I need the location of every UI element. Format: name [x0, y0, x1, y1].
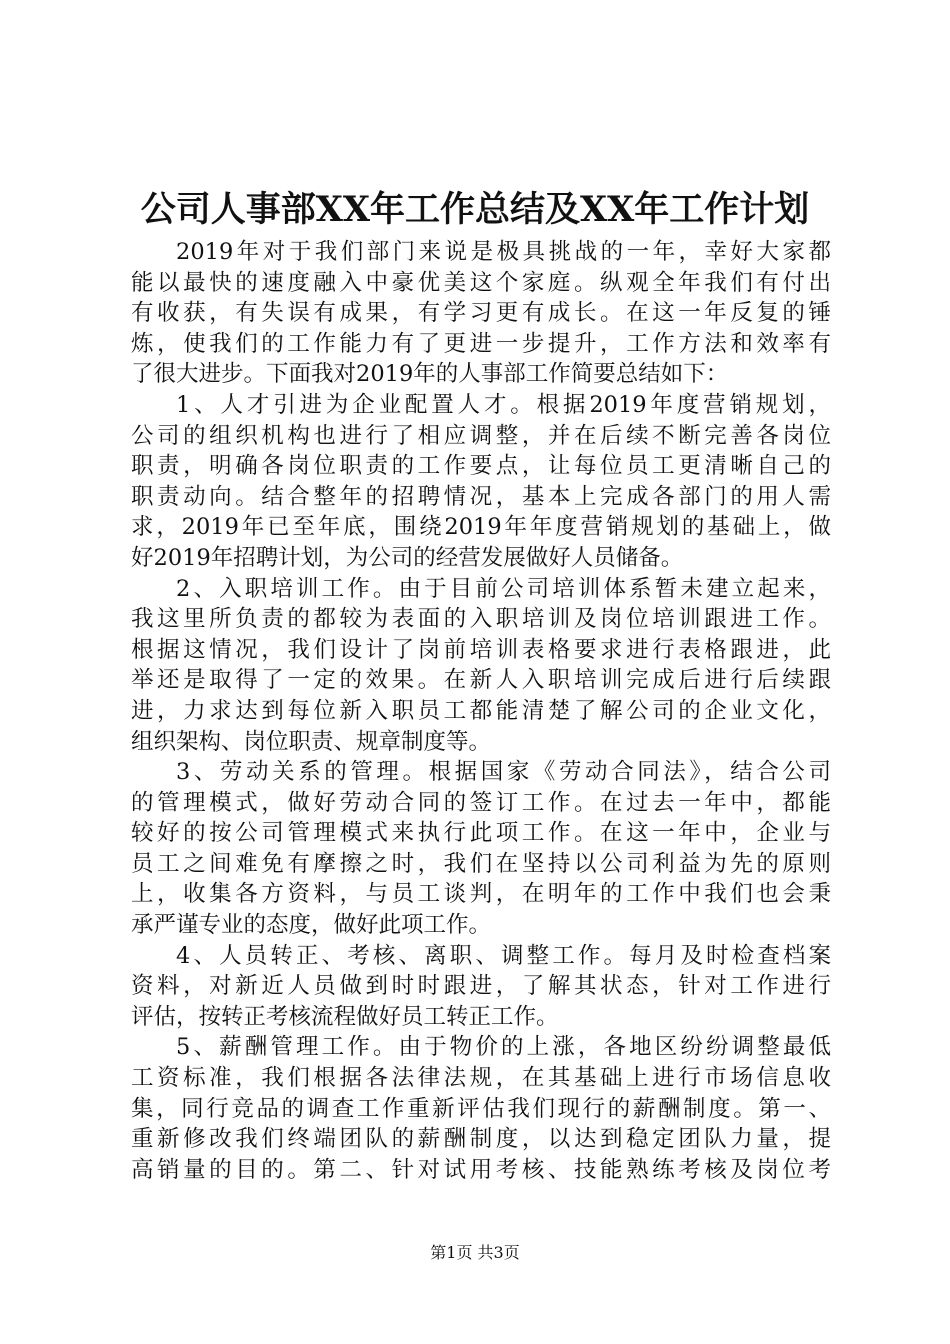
text-line: 资料，对新近人员做到时时跟进，了解其状态，针对工作进行	[131, 973, 831, 1000]
text-line: 4、人员转正、考核、离职、调整工作。每月及时检查档案	[176, 942, 831, 969]
text-line: 评估，按转正考核流程做好员工转正工作。	[131, 1003, 559, 1030]
text-line: 进，力求达到每位新入职员工都能清楚了解公司的企业文化，	[131, 697, 831, 724]
text-line: 较好的按公司管理模式来执行此项工作。在这一年中，企业与	[131, 820, 831, 847]
text-line: 举还是取得了一定的效果。在新人入职培训完成后进行后续跟	[131, 667, 831, 694]
text-line: 组织架构、岗位职责、规章制度等。	[131, 728, 492, 755]
text-line: 了很大进步。下面我对2019年的人事部工作简要总结如下：	[131, 361, 729, 388]
text-line: 1、人才引进为企业配置人才。根据2019年度营销规划，	[176, 391, 831, 418]
text-line: 炼，使我们的工作能力有了更进一步提升，工作方法和效率有	[131, 330, 831, 357]
text-line: 高销量的目的。第二、针对试用考核、技能熟练考核及岗位考	[131, 1156, 831, 1183]
page-footer: 第1页 共3页	[430, 1243, 520, 1262]
text-line: 上，收集各方资料，与员工谈判，在明年的工作中我们也会秉	[131, 881, 831, 908]
text-line: 5、薪酬管理工作。由于物价的上涨，各地区纷纷调整最低	[176, 1034, 831, 1061]
text-line: 能以最快的速度融入中豪优美这个家庭。纵观全年我们有付出	[131, 269, 831, 296]
text-line: 2、入职培训工作。由于目前公司培训体系暂未建立起来，	[176, 575, 831, 602]
text-line: 有收获，有失误有成果，有学习更有成长。在这一年反复的锤	[131, 300, 831, 327]
text-line: 职责，明确各岗位职责的工作要点，让每位员工更清晰自己的	[131, 453, 831, 480]
text-line: 好2019年招聘计划，为公司的经营发展做好人员储备。	[131, 544, 684, 571]
text-line: 重新修改我们终端团队的薪酬制度，以达到稳定团队力量，提	[131, 1126, 831, 1153]
text-line: 3、劳动关系的管理。根据国家《劳动合同法》，结合公司	[176, 759, 831, 786]
text-line: 2019年对于我们部门来说是极具挑战的一年，幸好大家都	[176, 239, 831, 265]
text-line: 工资标准，我们根据各法律法规，在其基础上进行市场信息收	[131, 1065, 831, 1092]
text-line: 我这里所负责的都较为表面的入职培训及岗位培训跟进工作。	[131, 606, 831, 633]
document-title: 公司人事部XX年工作总结及XX年工作计划	[140, 189, 810, 230]
text-line: 求，2019年已至年底，围绕2019年年度营销规划的基础上，做	[131, 514, 831, 541]
text-line: 公司的组织机构也进行了相应调整，并在后续不断完善各岗位	[131, 422, 831, 449]
text-line: 的管理模式，做好劳动合同的签订工作。在过去一年中，都能	[131, 789, 831, 816]
text-line: 根据这情况，我们设计了岗前培训表格要求进行表格跟进，此	[131, 636, 831, 663]
text-line: 承严谨专业的态度，做好此项工作。	[131, 912, 492, 939]
document-body	[131, 237, 831, 1185]
text-line: 集，同行竞品的调查工作重新评估我们现行的薪酬制度。第一、	[131, 1095, 831, 1122]
text-line: 员工之间难免有摩擦之时，我们在坚持以公司利益为先的原则	[131, 850, 831, 877]
text-line: 职责动向。结合整年的招聘情况，基本上完成各部门的用人需	[131, 483, 831, 510]
